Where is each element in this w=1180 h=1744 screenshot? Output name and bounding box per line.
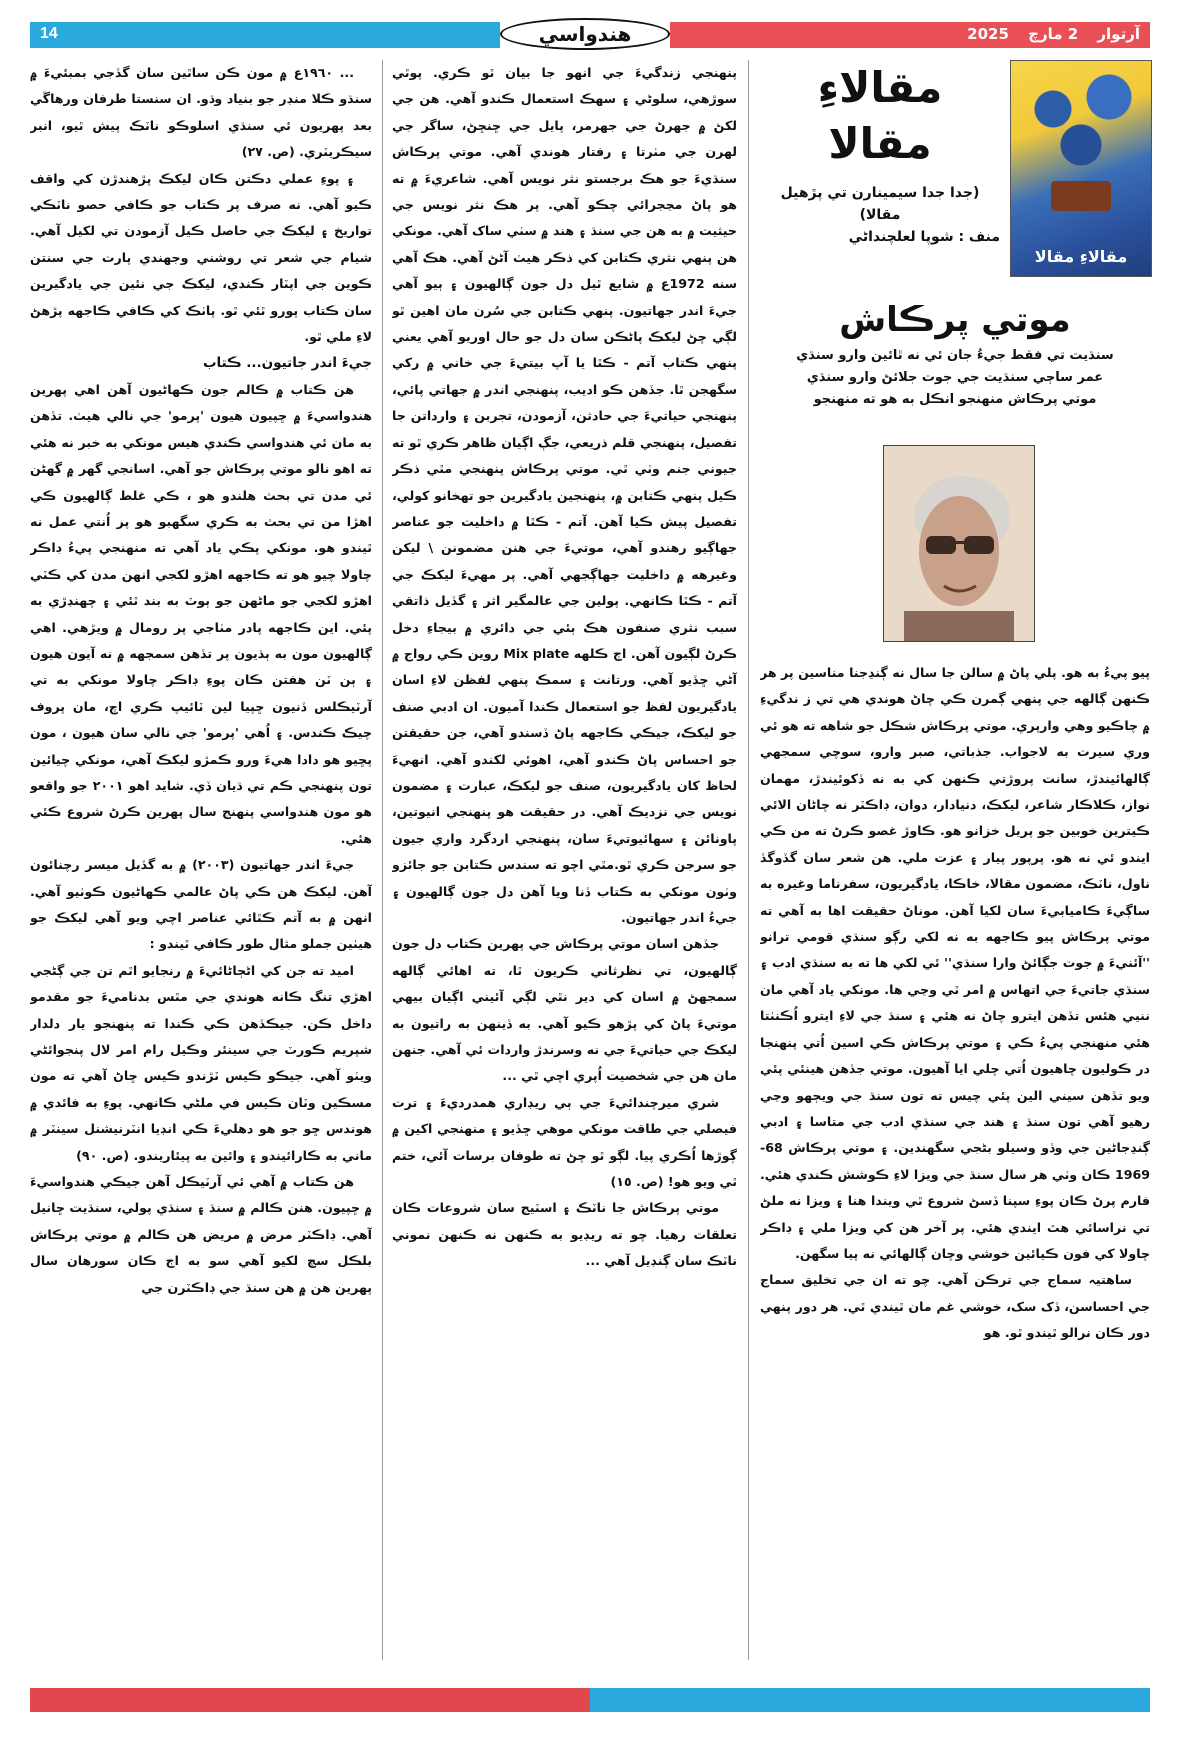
- page-header: [30, 22, 1150, 48]
- paragraph: موتي پرڪاش جا ناٽڪ ۽ اسٽيج سان شروعات ڪان تعلقات رهيا. چو ته ريڊيو به ڪنهن نه ڪنهن نموني ناٽڪ سان ڳنڊيل آهي ...: [392, 1200, 737, 1269]
- author-tagline-line: موتي پرڪاش منهنجو انڪل به هو ته منهنجو: [813, 392, 1097, 407]
- paragraph: ساهتيہ سماج جي ترڪن آهي. چو ته ان جي تخليق سماج جي احساسن، ڏک سک، خوشي غم مان ٿيندي ٿي. هر دور پنهي دور ڪان نرالو ٿيندو ٿو. هو: [760, 1272, 1150, 1341]
- column-divider: [748, 60, 749, 1660]
- author-portrait-photo: [883, 445, 1035, 642]
- footer-red-band: [30, 1688, 590, 1712]
- issue-day: آرتوار: [1097, 25, 1140, 43]
- header-blue-band: [30, 22, 500, 48]
- paragraph: جيءَ اندر جهاتيون (٢٠٠٣) ۾ به گڏيل ميسر رچنائون آهن. ليکڪ هن ڪي پاڻ عالمي ڪهاڻيون ڪوٺيو آهي. انهن ۾ به آتم ڪٿائي عناصر اچي ويو آهي ليکڪ جو هيٺين جملو مثال طور ڪافي ٿيندو :: [30, 857, 372, 952]
- footer-blue-band: [590, 1688, 1150, 1712]
- author-tagline-line: سنڌيت تي فقط جيءُ جان ئي نه ٿائين وارو سنڌي: [796, 348, 1114, 363]
- author-tagline-line: عمر ساڄي سنڌيت جي جوت جلائڻ وارو سنڌي: [806, 370, 1104, 385]
- issue-date: [953, 25, 1140, 43]
- paragraph: هن ڪتاب ۾ ڪالم جون ڪهاڻيون آهن اهي پهرين هندواسيءَ ۾ ڇپيون هيون 'پرمو' جي نالي هيٺ. تڏهن به مان ئي هندواسي ڪندي هيس مونکي به خبر نه هئي ته اهو نالو موتي پرڪاش جو آهي. اسانجي گهر ۾ گهڻن ئي مدن تي بحث هلندو هو ، ڪي غلط ڳالهيون ڪي اهڙا من تي بحث به ڪري سگهبو هو پر اُنتي عمل نه ٿيندو هو. مونکي پڪي ياد آهي ته منهنجي پيءُ ڊاڪر چاولا چيو هو ته ڪاجهه اهڙو لکجي انهن مدن کي ڪٽي اهڙو لکجي جو ماڻهن جو ٻوٽ به بند ٿئي ۽ چهنڊڙي به پئي. اين ڪاجهه پادر مٺاجي پر رومال ۾ ويڙهي. اهي ڳالهيون مون به ٻڌيون پر تڏهن سمجهه ۾ نه آيون هيون ۽ ٻن ٽن هفتن ڪان پوءِ ڊاڪر چاولا مونکي به تي آرٽيڪلس ڏنيون ڇپيا لين ٽائيپ ڪري اچ، مان پروف چيڪ ڪندس. ۽ اُهي 'پرمو' جي نالي سان هيون ، مون پڇيو هو دادا هيءَ ورو ڪمڙو ليکڪ آهي، مونکي چيائين تون پنهنجي ڪم تي ڌيان ڏي. شايد اهو ٢٠٠١ جو واقعو هو مون هندواسي پنهنج سال پهرين ڪرڻ شروع ڪئي هئي.: [30, 381, 372, 846]
- header-red-band: [670, 22, 1150, 48]
- portrait-drawing: [884, 446, 1034, 641]
- column-left: [30, 60, 372, 1660]
- paragraph: پنهنجي زندگيءَ جي انهو جا بيان ٿو ڪري. پوٿي سوڙهي، سلوڻي ۽ سهڪ استعمال ڪندو آهي. هن جي لکڻ ۾ جهرڻ جي جهرمر، پايل جي ڇنڇڻ، ساگر جي لهرن جي مٺرتا ۽ رفتار هوندي آهي. موتي پرڪاش سنڌيءَ جو هڪ برجستو نثر نويس آهي. شاعريءَ ۾ ته هو پاڻ مڃجرائي چڪو آهي. پر هڪ نثر نويس جي حيثيت ۾ به هن جي سنڌ ۽ هند ۾ سٺي ساک آهي. مونکي هن پنهي نثري ڪتابن کي ذڪر هيٺ آڻڻ آهي. هڪ آهي سنه 1972ع ۾ شايع ٿيل دل جون ڳالهيون ۽ ٻيو آهي جيءَ اندر جهاتيون. پنهي ڪتابن جي سُرن مان اهين ٿو لڳي چڻ ليکڪ پاڻڪن سان دل جو حال اوريو آهي يعني پنهي ڪتاب آتم - ڪٿا يا آپ بيتيءَ جي خاني ۾ رکي سگهجن ٿا. جڏهن ڪو اديب، پنهنجي اندر ۾ جهاتي پائي، پنهنجي حياتيءَ جي حادثن، آزمودن، تجربن ۽ وارداتن جا تفصيل، پنهنجي قلم ذريعي، جڳ اڳيان ظاهر ڪري ٿو ته جيوني جنم وٺي ٿي. موتي پرڪاش پنهنجي مٿي ذڪر ڪيل پنهي ڪتابن ۾، پنهنجين يادگيرين جو تهخانو کولي، تفصيل پيش ڪيا آهن. آتم - ڪٿا ۾ داخليت جو عناصر جهاڳيو رهندو آهي، موتيءَ جي هنن مضمونن \ ليکن وغيرهه ۾ داخليت جهاڳجهي آهي. پر مهيءَ ليکڪ جي آتم - ڪٿا ڪانهي. پولين جي عالمگير اثر ۽ گڏيل ذاتقي سبب نثري صنفون هڪ ٻئي جي دائري ۾ بيجاءِ دخل ڪرڻ لڳيون آهن. اڄ ڪلهه Mix plate روين ڪي رواج ۾ آڻي ڇڏيو آهي. ورتانت ۽ سمڪ پنهي لفظن لاءِ اسان يادگيريون لفظ جو استعمال ڪندا آميون. ان ادبي صنف جو ليکڪ، جيڪي ڪاجهه پاڻ ڏسندو آهي، جن حقيقتن جو احساس پاڻ ڪندو آهي، اهوئي لکندو آهي. انهيءَ لحاظ کان يادگيريون، صنف جو ليکڪ، عبارت ۽ مضمون نويس جي نزديڪ آهي. در حقيقت هو پنهنجي انيوتين، پاونائن ۽ سهائيوتيءَ سان، پنهنجي اردگرد واري جيون جو سرجن ڪري ٿو.مٿي اچو ته سندس ڪتابن جو جائزو وٺون مونکي به ڪتاب ڏنا ويا آهن دل جون ڳالهيون ۽ جيءُ اندر جهاتيون.: [392, 65, 737, 925]
- book-subtitle: (جدا جدا سيمينارن تي پڙهيل مقالا): [780, 185, 980, 223]
- column-divider: [382, 60, 383, 1660]
- article-title-line1: مقالاءِ: [817, 63, 943, 112]
- page-footer: [30, 1688, 1150, 1712]
- article-title-line2: مقالا: [828, 119, 932, 168]
- page-number: 14: [40, 25, 58, 42]
- issue-year: 2025: [967, 25, 1009, 43]
- cover-bench-art: [1051, 181, 1111, 211]
- author-tagline: [760, 345, 1150, 411]
- book-cover-title: مقالاءِ مقالا: [1034, 247, 1128, 266]
- paragraph: ۽ پوءِ عملي دڪتن ڪان ليکڪ پڙهندڙن کي واقف ڪيو آهي. نه صرف پر ڪتاب جو ڪافي حصو ناٽڪي تواريخ ۽ ليکڪ جي حاصل ڪيل آزمودن تي لکيل آهي. شيام جي شعر تي روشني وجهندي پارت جي سنتن ڪوين جي اپٽار ڪندي، ليکڪ جي نئين جي يادگيرين سان ڪتاب پورو ٿئي ٿو. پاٺڪ کي ڪافي ڪاجهه پڙهڻ لاءِ ملي ٿو.: [30, 170, 372, 345]
- quote-paragraph: اميد ته جن کي اڻڄاڻائيءَ ۾ رنجايو اٿم تن جي ڳڻجي اهڙي تنگ ڪانه هوندي جي مٿس بدناميءَ جو مقدمو داخل ڪن. جيڪڏهن ڪي ڪندا ته پنهنجو يار دلدار شپريم ڪورٽ جي سينئر وڪيل رام امر لال پنجوائڻي ويٺو آهي. جيڪو ڪيس ٽڙندو ڪيس ڇاڻ آهي ته مون مسڪين وٽان ڪيس في ملڻي ڪانهي. پوءِ به فائدي ۾ هوندس ڇو جو هو دهليءَ ڪي انڊيا انٽرنيشنل سينٽر ۾ ماني به ڪارائيندو ۽ وائين به پيئاريندو. (ص. ٩٠): [30, 962, 372, 1163]
- book-author: منف : شوپا لعلچنداڻي: [848, 229, 1000, 245]
- issue-date-month: 2 مارچ: [1028, 25, 1079, 43]
- column-middle: [392, 60, 737, 1660]
- author-name-heading: موتي پرڪاش: [839, 300, 1071, 340]
- article-title-block: [760, 60, 1000, 390]
- paragraph: جڏهن اسان موتي پرڪاش جي پهرين ڪتاب دل جون ڳالهيون، تي نظرثاني ڪريون ٿا، ته اهائي ڳالهه سمجهڻ ۾ اسان کي دير نٿي لڳي آئيني اڳيان بيهي موتيءَ پاڻ کي پڙهو ڪيو آهي. به ڏينهن به راتيون به ليکڪ جي حياتيءَ جي نه وسرندڙ واردات ئي آهي. جنهن مان هن جي شخصيت اُپري اچي ٿي ...: [392, 936, 737, 1084]
- cover-tree-art: [1011, 61, 1151, 181]
- paragraph: ... ١٩٦٠ع ۾ مون ڪن ساٿين سان گڏجي بمبئيءَ ۾ سنڌو ڪلا منڊر جو بنياد وڌو. ان سنستا طرفان ورهاڱي بعد پهريون ئي سنڌي اسلوڪو ناٽڪ پيش ٿيو، انبر سيڪريٽري. (ص. ٢٧): [30, 65, 372, 160]
- masthead-logo: هندواسي: [500, 18, 670, 50]
- paragraph: هن ڪتاب ۾ آهي ئي آرٽيڪل آهن جيڪي هندواسيءَ ۾ ڇپيون. هنن ڪالم ۾ سنڌ ۽ سنڌي پولي، سنڌيت ڇانيل آهي. ڊاڪٽر مرض ۾ مريض هن ڪالم ۾ موتي پرڪاش بلڪل سچ لکيو آهي سو به اڄ ڪان سورهان سال پهرين هن ۾ هن سنڌ جي ڊاڪٽرن جي: [30, 1174, 372, 1295]
- paragraph: پيو پيءُ به هو. پلي پاڻ ۾ سالن جا سال نه ڳنڍجنا مناسين پر هر ڪنهن ڳالهه جي پنهي ڳمرن ڪي چاڻ هوندي هي تي ز ندگيءِ ۾ چاڪيو وهي وارپري. موتي پرڪاش شڪل جو شاهه ته هو ئي وري سيرت به لاجواب. جذباتي، صبر وارو، سوچي سمجهي ڳالهائيندڙ، سانت پروڙتي ڪنهن کي به نه ڏکوئيندڙ، مهمان نواز، ڪلاڪار شاعر، ليکڪ، دنيادار، دوان، ڊاڪٽر نه چاڻان الائي ڪيترين خوبين جو پريل خزانو هو. ڪاوڙ غصو ڪرڻ ته من ڪي ايندو ئي نه هو. پرپور پيار ۽ عزت ملي. هن شعر سان گڏوگڏ ناول، ناٽڪ، مضمون مقالا، خاڪا، يادگيريون، سفرناما وغيره به ساڳيءَ ڪاميابيءَ سان لکيا آهن. موناڻ حقيقت اها به آهي ته موتي پرڪاش پيو ڪاجهه به نه لکي رڳو سنڌي قومي ترانو ''آئنيءَ ۾ جوت جڳائڻ وارا سنڌي'' ئي لکي ها ته به سنڌي ادب ۽ سنڌي جاتيءَ جي اتهاس ۾ امر ٿي وڃي ها. مونکي ياد آهي مان ننيي هئس تڏهن ايترو چاڻ نه هئي ۽ سنڌ جي لاءِ ايترو اُڪنٺتا هئي منهنجي پيءُ ڪي ۽ موتي پرڪاش ڪي اسين اُتي پنهنجا در ڪوليون چاهيون اُتي چلي ايا آهيون. موتي جڏهن هينئي پئي ويو تڏهن سيني الين پئي چيس ته تون سنڌ جي ويڄهو وڃي رهيو آهي تون سنڌ ۽ هند جي سنڌي ادب جي متاسا ۽ ادبي ڳنڍجاڻين جي وڏو وسيلو بڻجي سگهندين. ۽ موتي پرڪاش 68-1969 ڪان وٺي هر سال سنڌ جي ويزا لاءِ ڪوشش ڪندي هئي. فارم پرڻ ڪان پوءِ سپنا ڏسڻ شروع ٿي ويندا هنا ۽ ويزا نه ملڻ تي نراسائي هٿ ايندي هئي. پر آخر هن کي ويزا ملي ۽ ڊاڪر چاولا کي فون ڪيائين خوشي وچان ڳالهائي نه پيا سگهن.: [760, 665, 1150, 1261]
- book-cover-image: [1010, 60, 1152, 277]
- subheading: جيءَ اندر جاتيون... ڪتاب: [202, 355, 372, 372]
- column-right: [760, 660, 1150, 1660]
- quote-paragraph: شري ميرچندائيءَ جي ٻي ريڊاري همدرديءَ ۽ ترت فيصلي جي طاقت مونکي موهي ڇڏيو ۽ منهنجي اکين ۾ ڳوڙها اُڪري پيا. لڳو ٿو چڻ ته طوفان برسات آئي، ختم ٿي ويو هو! (ص. ١٥): [392, 1094, 737, 1190]
